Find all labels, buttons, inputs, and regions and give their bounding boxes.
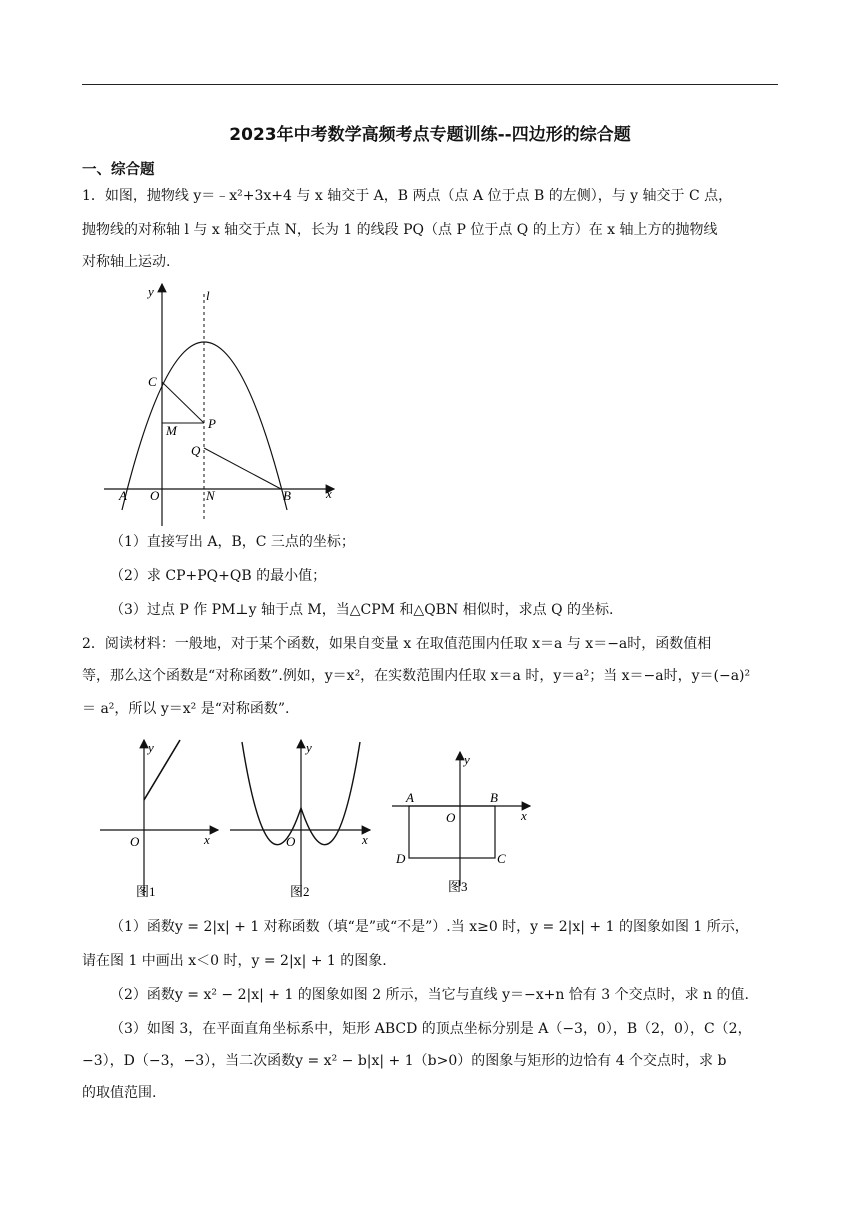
label-b: B [283, 488, 291, 503]
svg-text:x: x [362, 832, 368, 847]
header-rule [82, 84, 778, 85]
label-l: l [206, 288, 210, 303]
label-c: C [148, 374, 157, 389]
segment-cp [162, 382, 204, 423]
q2-figure2 [228, 736, 378, 902]
fig3-caption: 图3 [448, 879, 468, 894]
q2-sub3-line1: （3）如图 3，在平面直角坐标系中，矩形 ABCD 的顶点坐标分别是 A（−3，0），B（2，0），C（2， [110, 1021, 752, 1037]
q2-sub1-line1: （1）函数y = 2|x| + 1 对称函数（填“是”或“不是”）.当 x≥0 时，y = 2|x| + 1 的图象如图 1 所示， [110, 919, 749, 935]
q2-sub3-line2: −3），D（−3，−3），当二次函数y = x² − b|x| + 1（b>0）的图象与矩形的边恰有 4 个交点时，求 b [82, 1053, 727, 1069]
fig1-caption: 图1 [136, 884, 156, 899]
q1-sub2: （2）求 CP+PQ+QB 的最小值； [110, 568, 327, 584]
label-y: y [148, 284, 154, 299]
q2-line1: 2．阅读材料：一般地，对于某个函数，如果自变量 x 在取值范围内任取 x＝a 与 x＝−a时，函数值相 [82, 636, 712, 652]
svg-text:B: B [490, 790, 498, 805]
q1-line3: 对称轴上运动. [82, 254, 171, 270]
q2-line2: 等，那么这个函数是“对称函数”.例如，y＝x²，在实数范围内任取 x＝a 时，y＝a²；当 x＝−a时，y＝(−a)² [82, 668, 751, 684]
q2-figure3 [390, 748, 535, 898]
label-n: N [206, 488, 215, 503]
q2-figure1 [98, 736, 228, 902]
q2-sub2: （2）函数y = x² − 2|x| + 1 的图象如图 2 所示，当它与直线 y＝−x+n 恰有 3 个交点时，求 n 的值. [110, 987, 749, 1003]
label-a: A [119, 488, 127, 503]
section-heading: 一、综合题 [82, 162, 155, 178]
label-m: M [166, 423, 177, 438]
svg-text:O: O [286, 834, 296, 849]
q1-line2: 抛物线的对称轴 l 与 x 轴交于点 N，长为 1 的线段 PQ（点 P 位于点 Q 的上方）在 x 轴上方的抛物线 [82, 222, 718, 238]
q2-sub1-line2: 请在图 1 中画出 x＜0 时，y = 2|x| + 1 的图象. [82, 953, 387, 969]
q1-sub1: （1）直接写出 A，B，C 三点的坐标； [110, 534, 355, 550]
svg-text:y: y [464, 752, 470, 767]
svg-text:O: O [446, 810, 456, 825]
svg-text:y: y [306, 740, 312, 755]
svg-text:A: A [406, 790, 414, 805]
svg-text:O: O [130, 834, 140, 849]
label-p: P [208, 416, 216, 431]
q2-sub3-line3: 的取值范围. [82, 1085, 157, 1101]
page-title: 2023年中考数学高频考点专题训练--四边形的综合题 [229, 125, 631, 145]
q1-line1: 1．如图，抛物线 y＝﹣x²+3x+4 与 x 轴交于 A，B 两点（点 A 位于点 B 的左侧），与 y 轴交于 C 点， [82, 188, 733, 204]
svg-text:C: C [497, 851, 506, 866]
fig2-caption: 图2 [290, 884, 310, 899]
label-x: x [326, 486, 332, 501]
q1-figure [100, 278, 345, 528]
svg-text:x: x [521, 808, 527, 823]
svg-text:x: x [204, 832, 210, 847]
q1-sub3: （3）过点 P 作 PM⊥y 轴于点 M，当△CPM 和△QBN 相似时，求点 Q 的坐标. [110, 602, 614, 618]
label-q: Q [191, 443, 201, 458]
segment-qb [204, 448, 281, 489]
svg-text:y: y [148, 740, 154, 755]
q2-line3: ＝ a²，所以 y＝x² 是“对称函数”. [82, 701, 290, 717]
svg-text:D: D [396, 851, 406, 866]
label-o: O [150, 488, 160, 503]
